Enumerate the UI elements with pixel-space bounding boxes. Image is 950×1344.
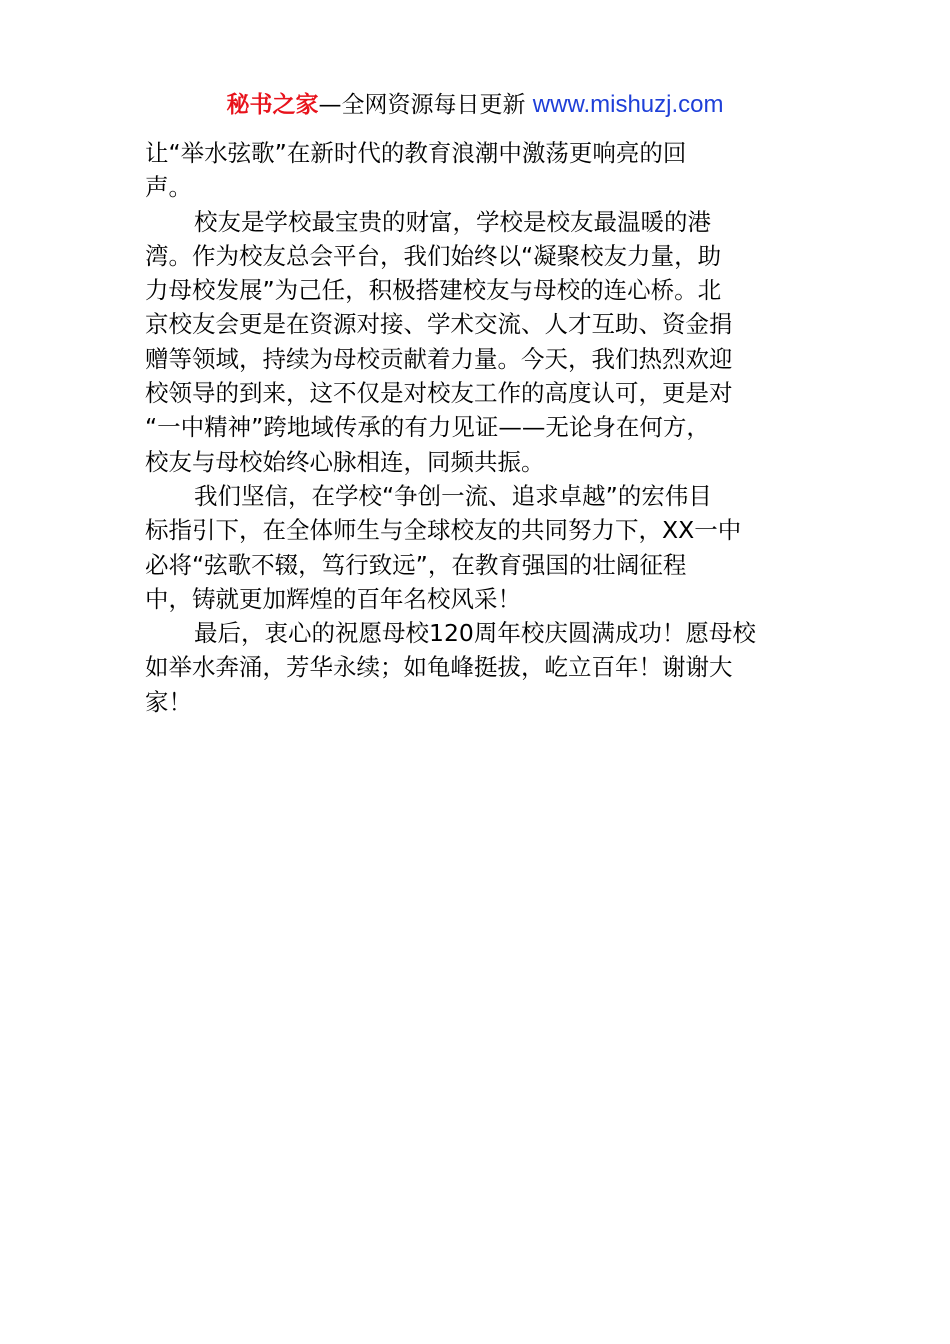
text-line: 力母校发展”为己任，积极搭建校友与母校的连心桥。北 [145,276,722,305]
text-line: 京校友会更是在资源对接、学术交流、人才互助、资金捐 [145,310,733,339]
text-line: 校领导的到来，这不仅是对校友工作的高度认可，更是对 [145,379,733,408]
page-header [0,88,950,122]
paragraph-start-line: 校友是学校最宝贵的财富，学校是校友最温暖的港 [194,207,711,236]
brand-name: 秘书之家 [226,92,319,118]
text-line: 校友与母校始终心脉相连，同频共振。 [145,447,545,476]
text-line: 如举水奔涌，芳华永续；如龟峰挺拔，屹立百年！谢谢大 [145,653,733,682]
text-line: 标指引下，在全体师生与全球校友的共同努力下，XX一中 [145,516,742,545]
text-line: 必将“弦歌不辍，笃行致远”，在教育强国的壮阔征程 [145,550,687,579]
text-line: 赠等领域，持续为母校贡献着力量。今天，我们热烈欢迎 [145,344,733,373]
text-line: 湾。作为校友总会平台，我们始终以“凝聚校友力量，助 [145,241,722,270]
document-body [145,136,810,719]
text-line: 中，铸就更加辉煌的百年名校风采！ [145,584,521,613]
text-line: 声。 [145,173,192,202]
header-tagline: —全网资源每日更新 [318,92,526,118]
paragraph-start-line: 最后，衷心的祝愿母校120周年校庆圆满成功！愿母校 [194,619,756,648]
text-line: 让“举水弦歌”在新时代的教育浪潮中激荡更响亮的回 [145,139,687,167]
paragraph-start-line: 我们坚信，在学校“争创一流、追求卓越”的宏伟目 [194,481,712,510]
text-line: “一中精神”跨地域传承的有力见证——无论身在何方， [145,413,710,442]
text-line: 家！ [145,687,192,716]
site-url-link[interactable]: www.mishuzj.com [532,91,724,118]
